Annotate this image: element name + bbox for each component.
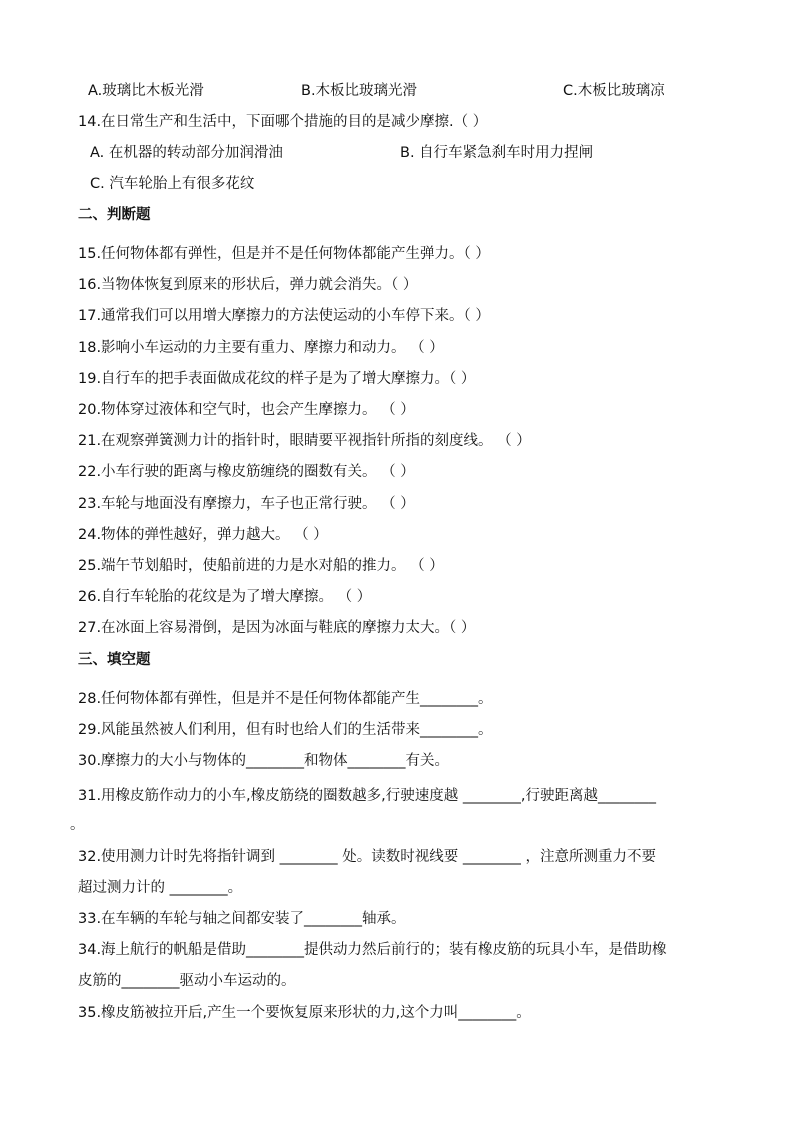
judgment-item: 25.端午节划船时，使船前进的力是水对船的推力。 （ ） [78,558,444,574]
q13-option-c: C.木板比玻璃凉 [563,83,665,99]
judgment-item: 21.在观察弹簧测力计的指针时，眼睛要平视指针所指的刻度线。 （ ） [78,433,531,449]
q14-option-c: C. 汽车轮胎上有很多花纹 [90,176,255,192]
judgment-item: 23.车轮与地面没有摩擦力，车子也正常行驶。 （ ） [78,496,415,512]
fill-item-34: 34.海上航行的帆船是借助________提供动力然后前行的；装有橡皮筋的玩具小车，是借助橡 [78,942,667,958]
fill-item-31-cont: 。 [70,817,85,833]
fill-item-34-cont: 皮筋的________驱动小车运动的。 [78,973,296,989]
judgment-item: 16.当物体恢复到原来的形状后，弹力就会消失。（ ） [78,277,418,293]
fill-item-32-cont: 超过测力计的 ________。 [78,880,243,896]
judgment-item: 27.在冰面上容易滑倒，是因为冰面与鞋底的摩擦力太大。（ ） [78,620,476,636]
judgment-item: 26.自行车轮胎的花纹是为了增大摩擦。 （ ） [78,589,372,605]
judgment-item: 18.影响小车运动的力主要有重力、摩擦力和动力。 （ ） [78,340,444,356]
fill-item-33: 33.在车辆的车轮与轴之间都安装了________轴承。 [78,911,406,927]
q14-option-a: A. 在机器的转动部分加润滑油 [90,145,283,161]
judgment-item: 19.自行车的把手表面做成花纹的样子是为了增大摩擦力。（ ） [78,371,476,387]
q14-option-b: B. 自行车紧急刹车时用力捏闸 [400,145,594,161]
judgment-item: 15.任何物体都有弹性，但是并不是任何物体都能产生弹力。（ ） [78,246,490,262]
section-title-fill: 三、填空题 [78,652,151,668]
judgment-item: 17.通常我们可以用增大摩擦力的方法使运动的小车停下来。（ ） [78,308,490,324]
fill-item-30: 30.摩擦力的大小与物体的________和物体________有关。 [78,753,450,769]
fill-item-35: 35.橡皮筋被拉开后,产生一个要恢复原来形状的力,这个力叫________。 [78,1005,531,1021]
q13-option-b: B.木板比玻璃光滑 [301,83,418,99]
judgment-item: 24.物体的弹性越好，弹力越大。 （ ） [78,527,328,543]
judgment-item: 20.物体穿过液体和空气时，也会产生摩擦力。 （ ） [78,402,415,418]
judgment-item: 22.小车行驶的距离与橡皮筋缠绕的圈数有关。 （ ） [78,464,415,480]
section-title-judgment: 二、判断题 [78,207,151,223]
q14-stem: 14.在日常生产和生活中，下面哪个措施的目的是减少摩擦.（ ） [78,114,488,130]
q13-option-a: A.玻璃比木板光滑 [88,83,204,99]
fill-item-29: 29.风能虽然被人们利用，但有时也给人们的生活带来________。 [78,722,493,738]
fill-item-32: 32.使用测力计时先将指针调到 ________ 处。读数时视线要 ________ ，注意所测重力不要 [78,849,656,865]
fill-item-31: 31.用橡皮筋作动力的小车,橡皮筋绕的圈数越多,行驶速度越 ________,行驶距离越________ [78,788,656,804]
fill-item-28: 28.任何物体都有弹性，但是并不是任何物体都能产生________。 [78,691,493,707]
